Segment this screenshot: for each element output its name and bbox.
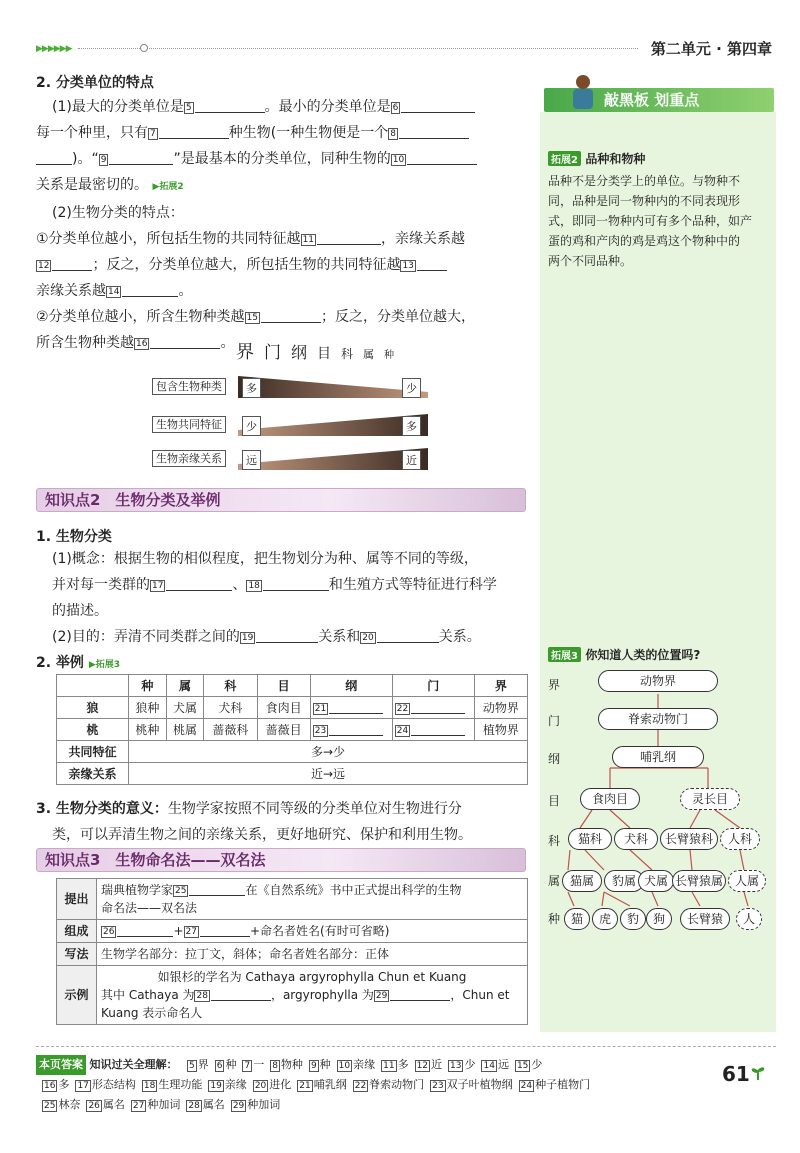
table-row: [57, 719, 528, 741]
text-line: 品种不是分类学上的单位。与物种不: [548, 174, 741, 188]
text: +命名者姓名(有时可省略): [249, 924, 390, 938]
table-cell: 蔷薇目: [257, 719, 310, 741]
text: 瑞典植物学家: [101, 883, 174, 897]
text: 所含生物种类越: [36, 335, 134, 351]
para-line: 的描述。: [52, 603, 108, 619]
blank-num-21: 21: [314, 704, 327, 714]
table-cell: 犬属: [166, 697, 204, 719]
blank-num-8: 8: [390, 129, 396, 139]
rank-kingdom: 界: [236, 342, 258, 363]
blank-num-13: 13: [402, 261, 414, 271]
subsection-title: [36, 652, 528, 672]
extension-link-3[interactable]: ▶拓展3: [88, 660, 120, 670]
answer-text: 物种: [280, 1058, 303, 1071]
wedge-shape: [238, 414, 428, 436]
teacher-icon: [566, 72, 600, 112]
blank-18[interactable]: [263, 577, 329, 591]
wedge-label: 生物亲缘关系: [152, 450, 226, 467]
blank-25[interactable]: [189, 882, 245, 896]
blank-21[interactable]: [329, 700, 383, 714]
table-cell: 植物界: [474, 719, 527, 741]
answer-text: 哺乳纲: [313, 1078, 347, 1091]
extension-title: 品种和物种: [585, 152, 646, 166]
answer-number: 5: [189, 1061, 195, 1071]
blank-num-12: 12: [38, 261, 50, 271]
tree-node-class: 哺乳纲: [612, 746, 704, 768]
table-cell: 近→远: [129, 763, 528, 785]
classification-table: [56, 674, 528, 785]
tree-node-genus: 豹属: [604, 870, 644, 892]
table-row: [57, 966, 528, 1025]
blank-26[interactable]: [117, 923, 173, 937]
wedge-label: 生物共同特征: [152, 416, 226, 433]
answer-number: 19: [210, 1081, 222, 1091]
answer-number: 27: [132, 1101, 145, 1111]
wedge-row-kinship: [152, 450, 226, 466]
wedge-row-species-count: [152, 378, 226, 394]
text: 。: [178, 283, 193, 299]
text: )。“: [72, 151, 99, 167]
table-cell: 桃种: [129, 719, 167, 741]
para-line: 并对每一类群的 17 、 18 和生殖方式等特征进行科学: [52, 577, 497, 593]
blank-12[interactable]: [52, 257, 92, 271]
tree-node-genus: 猫属: [562, 870, 602, 892]
tree-node-species: 长臂猿: [680, 908, 730, 930]
page-answers: [36, 1055, 716, 1115]
row-label: 示例: [57, 966, 97, 1025]
text: ”是最基本的分类单位，同种生物的: [173, 151, 391, 167]
answer-text: 远: [497, 1058, 509, 1071]
blank-20[interactable]: [377, 629, 439, 643]
text: ①分类单位越小，所包括生物的共同特征越: [36, 231, 301, 247]
blank-num-6: 6: [392, 103, 399, 113]
section-significance: [36, 796, 528, 848]
blank-num-19: 19: [241, 633, 254, 643]
table-cell: 狼: [57, 697, 129, 719]
answer-number: 12: [416, 1061, 429, 1071]
tree-node-genus: 犬属: [638, 870, 674, 892]
extension-2-text: [548, 171, 768, 271]
text: 3. 生物分类的意义：: [36, 801, 168, 817]
table-header: 科: [204, 675, 257, 697]
text: 在《自然系统》书中正式提出科学的生物: [245, 883, 462, 897]
answer-text: 属名: [202, 1098, 225, 1111]
tree-level-label: 种: [548, 912, 561, 926]
tree-node-species: 豹: [620, 908, 646, 930]
para-line: [36, 120, 528, 146]
table-cell: [97, 920, 528, 943]
text: +: [173, 924, 184, 938]
blank-num-26: 26: [103, 927, 115, 937]
extension-link-2[interactable]: ▶拓展2: [152, 182, 184, 192]
table-cell: 多→少: [129, 741, 528, 763]
rank-order: 目: [317, 346, 336, 362]
text-line: 式，即同一物种内可有多个品种，如产: [548, 214, 753, 228]
table-cell: 犬科: [204, 697, 257, 719]
text: 亲缘关系越: [36, 283, 106, 299]
extension-2-header: [548, 150, 768, 167]
text: Kuang 表示命名人: [101, 1006, 203, 1020]
blank-19[interactable]: [256, 629, 318, 643]
answer-text: 多: [397, 1058, 409, 1071]
table-cell-blank-22[interactable]: [392, 697, 474, 719]
tree-node-genus-homo: 人属: [728, 870, 766, 892]
answer-number: 26: [88, 1101, 100, 1111]
table-row: [57, 697, 528, 719]
knowledge-point-3-header: 知识点3 生物命名法——双名法: [36, 848, 526, 872]
blank-6[interactable]: [401, 99, 475, 113]
row-label: 写法: [57, 943, 97, 966]
text: 并对每一类群的: [52, 577, 150, 593]
text: 生物学家按照不同等级的分类单位对生物进行分: [167, 801, 462, 817]
blank-14[interactable]: [122, 283, 178, 297]
text: 每一个种里，只有: [36, 125, 148, 141]
answer-number: 11: [383, 1061, 395, 1071]
rank-class: 纲: [291, 343, 312, 362]
table-header: 种: [129, 675, 167, 697]
table-cell: 食肉目: [257, 697, 310, 719]
blank-num-25: 25: [175, 886, 187, 896]
answer-number: 21: [299, 1081, 311, 1091]
subsection-title: 1. 生物分类: [36, 529, 112, 545]
tree-node-family: 长臂猿科: [660, 828, 718, 850]
answer-number: 13: [450, 1061, 462, 1071]
knowledge-point-2-header: 知识点2 生物分类及举例: [36, 488, 526, 512]
answer-text: 进化: [269, 1078, 292, 1091]
answer-text: 脊索动物门: [369, 1078, 425, 1091]
wedge-left-label: 少: [242, 416, 261, 436]
blank-num-7: 7: [150, 129, 156, 139]
answer-text: 界: [197, 1058, 209, 1071]
answer-text: 亲缘: [224, 1078, 247, 1091]
blank-5[interactable]: [195, 99, 265, 113]
answer-text: 种: [319, 1058, 331, 1071]
blank-29[interactable]: [390, 987, 450, 1001]
para-line: [36, 146, 528, 172]
tree-node-order: 食肉目: [580, 788, 640, 810]
text-line: 蛋的鸡和产肉的鸡是鸡这个物种中的: [548, 234, 741, 248]
blank-23[interactable]: [329, 722, 383, 736]
table-header-row: [57, 675, 528, 697]
answer-number: 8: [272, 1061, 278, 1071]
text: 。最小的分类单位是: [264, 99, 391, 115]
para-line: (1)概念：根据生物的相似程度，把生物划分为种、属等不同的等级，: [52, 551, 478, 567]
para-line: [36, 252, 528, 278]
answer-number: 24: [520, 1081, 533, 1091]
table-cell: 动物界: [474, 697, 527, 719]
answer-text: 形态结构: [91, 1078, 136, 1091]
blank-num-24: 24: [396, 726, 409, 736]
extension-3-header: [540, 646, 776, 663]
blank-24[interactable]: [411, 722, 465, 736]
table-cell: 狼种: [129, 697, 167, 719]
tree-level-label: 界: [548, 678, 561, 692]
answer-number: 28: [188, 1101, 200, 1111]
blank-num-28: 28: [196, 991, 208, 1001]
blank-num-5: 5: [185, 103, 192, 113]
table-header: [57, 675, 129, 697]
text-line: 同，品种是同一物种内的不同表现形: [548, 194, 741, 208]
wedge-left-label: 远: [242, 450, 261, 470]
answer-number: 20: [254, 1081, 267, 1091]
text: ，Chun et: [450, 988, 510, 1002]
text: 如银杉的学名为 Cathaya argyrophylla Chun et Kuang: [157, 970, 467, 984]
rank-species: 种: [384, 350, 399, 361]
answer-number: 22: [354, 1081, 367, 1091]
text: ，argyrophylla 为: [270, 988, 374, 1002]
blank-num-14: 14: [108, 287, 120, 297]
text: (2)目的：弄清不同类群之间的: [52, 629, 240, 645]
text: 关系和: [318, 629, 361, 645]
text: (1)最大的分类单位是: [52, 99, 184, 115]
extension-tag: 拓展2: [548, 151, 581, 166]
section-title: 2. 分类单位的特点: [36, 75, 154, 91]
text-line: 两个不同品种。: [548, 254, 633, 268]
tree-level-label: 门: [548, 714, 561, 728]
blank-17[interactable]: [166, 577, 232, 591]
text: ；反之，分类单位越大，: [321, 309, 476, 325]
answer-text: 双子叶植物纲: [446, 1078, 513, 1091]
table-header: 属: [166, 675, 204, 697]
blank-num-27: 27: [185, 927, 197, 937]
answer-number: 25: [44, 1101, 56, 1111]
blank-9[interactable]: [109, 151, 173, 165]
tree-node-species-human: 人: [736, 908, 762, 930]
blank-num-15: 15: [246, 313, 259, 323]
table-row: [57, 920, 528, 943]
blank-16[interactable]: [150, 335, 220, 349]
table-cell: [97, 966, 528, 1025]
tree-node-family-hominidae: 人科: [720, 828, 760, 850]
table-header: 目: [257, 675, 310, 697]
blank-num-16: 16: [136, 339, 148, 349]
answer-text: 少: [531, 1058, 543, 1071]
blank-13[interactable]: [417, 257, 447, 271]
answer-text: 属名: [102, 1098, 125, 1111]
blank-22[interactable]: [411, 700, 465, 714]
para-line: [36, 94, 528, 120]
rank-phylum: 门: [264, 343, 285, 363]
wedge-row-common-features: [152, 416, 226, 432]
text: 2. 举例: [36, 655, 84, 671]
row-label: 提出: [57, 879, 97, 920]
answer-number: 6: [216, 1061, 223, 1071]
tree-node-family: 犬科: [614, 828, 658, 850]
para-line: [36, 304, 528, 330]
answer-number: 10: [338, 1061, 351, 1071]
table-cell: 桃: [57, 719, 129, 741]
blank-num-22: 22: [396, 704, 409, 714]
tree-node-species: 狗: [646, 908, 672, 930]
tree-node-order-primates: 灵长目: [680, 788, 740, 810]
text: ②分类单位越小，所含生物种类越: [36, 309, 245, 325]
header-rule: [78, 48, 638, 49]
tree-node-kingdom: 动物界: [598, 670, 718, 692]
table-cell-blank-21[interactable]: [310, 697, 392, 719]
extension-2: [540, 150, 776, 271]
answer-text: 少: [464, 1058, 476, 1071]
answer-number: 17: [77, 1081, 89, 1091]
wedge-right-label: 多: [402, 416, 421, 436]
rank-family: 科: [341, 347, 358, 361]
tree-node-genus: 长臂猿属: [672, 870, 726, 892]
para-line: 类，可以弄清生物之间的亲缘关系，更好地研究、保护和利用生物。: [52, 827, 472, 843]
text: 命名法——双名法: [101, 901, 198, 915]
blank-7[interactable]: [159, 125, 229, 139]
wedge-shape: [238, 448, 428, 470]
tree-node-species: 虎: [592, 908, 618, 930]
answer-text: 种加词: [247, 1098, 281, 1111]
text: 。: [220, 335, 235, 351]
answer-number: 15: [516, 1061, 529, 1071]
para-line: [36, 226, 528, 252]
table-cell-blank-23[interactable]: [310, 719, 392, 741]
answer-text: 多: [58, 1078, 70, 1091]
tree-node-family: 猫科: [568, 828, 612, 850]
wedge-right-label: 少: [402, 378, 421, 398]
table-cell: 共同特征: [57, 741, 129, 763]
blank-num-29: 29: [375, 991, 388, 1001]
answer-text: 种子植物门: [535, 1078, 591, 1091]
binomial-table: [56, 878, 528, 1025]
extension-tag: 拓展3: [548, 647, 581, 662]
text: 种生物(一种生物便是一个: [228, 125, 389, 141]
tree-level-label: 纲: [548, 752, 561, 766]
row-label: 组成: [57, 920, 97, 943]
text: ；反之，分类单位越大，所包括生物的共同特征越: [92, 257, 401, 273]
rank-row: [236, 338, 404, 364]
blank-27[interactable]: [200, 923, 250, 937]
tree-level-label: 属: [548, 874, 561, 888]
blank-num-11: 11: [302, 235, 315, 245]
table-header: 门: [392, 675, 474, 697]
answers-badge: 本页答案: [36, 1055, 86, 1075]
table-row: [57, 741, 528, 763]
table-cell-blank-24[interactable]: [392, 719, 474, 741]
answer-number: 9: [310, 1061, 317, 1071]
answer-number: 14: [483, 1061, 495, 1071]
answer-text: 种: [225, 1058, 237, 1071]
wedge-right-label: 近: [402, 450, 421, 470]
tree-level-label: 科: [548, 834, 561, 848]
table-row: [57, 763, 528, 785]
blank-11[interactable]: [317, 231, 381, 245]
rank-genus: 属: [363, 348, 379, 361]
tree-node-phylum: 脊索动物门: [598, 708, 718, 730]
answer-text: 近: [431, 1058, 443, 1071]
table-header: 纲: [310, 675, 392, 697]
blank-10[interactable]: [407, 151, 477, 165]
text: 和生殖方式等特征进行科学: [328, 577, 497, 593]
blank-num-9: 9: [100, 155, 107, 165]
wedge-shape: [238, 376, 428, 398]
extension-title: 你知道人类的位置吗?: [585, 648, 701, 662]
table-cell: 生物学名部分：拉丁文，斜体；命名者姓名部分：正体: [97, 943, 528, 966]
text: 关系。: [438, 629, 481, 645]
table-cell: 亲缘关系: [57, 763, 129, 785]
sprout-icon: [748, 1062, 768, 1082]
answers-label: 知识过关全理解：: [89, 1058, 178, 1071]
table-row: [57, 943, 528, 966]
blank-num-17: 17: [152, 581, 164, 591]
blank-num-10: 10: [392, 155, 405, 165]
para-line: [36, 172, 528, 200]
answer-number: 7: [244, 1061, 251, 1071]
answer-text: 生理功能: [158, 1078, 203, 1091]
table-cell: [97, 879, 528, 920]
table-cell: 桃属: [166, 719, 204, 741]
blank-num-23: 23: [314, 726, 327, 736]
answers-divider: [36, 1046, 776, 1047]
header-arrows: ▶▶▶▶▶▶: [36, 44, 72, 54]
wedge-label: 包含生物种类: [152, 378, 226, 395]
side-banner: 敲黑板 划重点: [544, 88, 774, 112]
page-number: 61: [722, 1062, 750, 1086]
text: 关系是最密切的。: [36, 177, 148, 193]
para-line: [36, 278, 528, 304]
header-dot: [140, 44, 148, 52]
chapter-title: 第二单元 · 第四章: [650, 40, 772, 58]
text: 其中 Cathaya 为: [101, 988, 195, 1002]
answer-number: 16: [44, 1081, 56, 1091]
section-unit-features: [36, 72, 528, 356]
answer-text: 一: [253, 1058, 265, 1071]
tree-level-label: 目: [548, 794, 561, 808]
wedge-left-label: 多: [242, 378, 261, 398]
answer-text: 林奈: [58, 1098, 81, 1111]
answer-text: 亲缘: [353, 1058, 376, 1071]
blank-15[interactable]: [261, 309, 321, 323]
tree-node-species: 猫: [564, 908, 590, 930]
table-cell: 蔷薇科: [204, 719, 257, 741]
text: ，亲缘关系越: [381, 231, 466, 247]
blank-28[interactable]: [211, 987, 271, 1001]
para-line: (2)生物分类的特点：: [52, 205, 184, 221]
para-line: [36, 796, 528, 822]
answer-number: 29: [232, 1101, 245, 1111]
answer-number: 23: [432, 1081, 444, 1091]
para-line: [36, 624, 528, 650]
section-classification: [36, 526, 528, 672]
answer-text: 种加词: [147, 1098, 181, 1111]
blank-8b: [36, 151, 72, 165]
blank-8[interactable]: [399, 125, 469, 139]
blank-num-20: 20: [362, 633, 374, 643]
table-header: 界: [474, 675, 527, 697]
answer-number: 18: [143, 1081, 156, 1091]
blank-num-18: 18: [248, 581, 260, 591]
table-row: [57, 879, 528, 920]
